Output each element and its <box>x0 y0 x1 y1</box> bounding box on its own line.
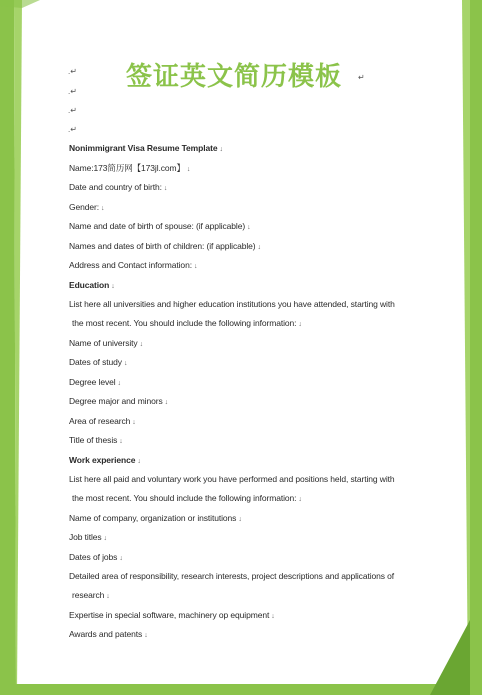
line-text: Date and country of birth: <box>69 182 162 192</box>
field-line <box>69 374 429 394</box>
blank-line-1: .↵ <box>68 67 77 76</box>
line-text: Expertise in special software, machinery op equipment <box>69 609 270 620</box>
paragraph-mark: ↓ <box>119 438 123 445</box>
blank-line-2: .↵ <box>68 87 77 96</box>
field-line <box>69 160 429 180</box>
field-line <box>69 529 429 549</box>
line-text: Gender: <box>69 201 100 212</box>
line-text: Title of thesis <box>69 435 118 445</box>
line-text: Detailed area of responsibility, research interests, project descriptions and applications of <box>69 571 395 581</box>
paragraph-mark: ↓ <box>186 165 191 173</box>
field-line <box>69 510 429 530</box>
paragraph-line <box>69 490 429 510</box>
field-line <box>69 199 429 219</box>
line-text: Dates of jobs <box>69 551 118 562</box>
paragraph-mark: ↓ <box>257 243 261 251</box>
paragraph-mark: ↓ <box>144 632 148 639</box>
document-title: 签证英文简历模板 <box>126 62 343 92</box>
paragraph-mark: ↓ <box>298 321 302 328</box>
field-line <box>69 549 429 569</box>
field-line <box>69 607 429 627</box>
line-text: Name and date of birth of spouse: (if applicable) <box>69 221 246 231</box>
paragraph-mark: ↓ <box>219 146 223 153</box>
paragraph-mark: ↓ <box>298 496 302 503</box>
field-line <box>69 257 429 277</box>
line-text: Address and Contact information: <box>69 260 192 270</box>
paragraph-mark: ↓ <box>139 340 143 348</box>
line-text: Degree major and minors <box>69 396 163 406</box>
line-text: Name of university <box>69 337 138 348</box>
line-text: Job titles <box>69 532 102 542</box>
section-heading <box>69 140 429 160</box>
paragraph-mark: ↓ <box>137 457 141 465</box>
field-line <box>69 238 429 258</box>
line-text: Dates of study <box>69 357 122 367</box>
paragraph-mark: ↓ <box>119 554 123 562</box>
line-text: Education <box>69 279 110 290</box>
field-line <box>69 218 429 238</box>
field-line <box>69 354 429 374</box>
line-text: the most recent. You should include the following information: <box>72 493 297 503</box>
paragraph-line <box>69 296 429 315</box>
paragraph-mark: ↓ <box>164 399 169 406</box>
paragraph-line <box>69 568 429 587</box>
paragraph-mark: ↓ <box>111 282 115 290</box>
paragraph-mark: ↓ <box>247 224 251 231</box>
field-line <box>69 335 429 355</box>
paragraph-line <box>69 315 429 335</box>
line-text: Name:173简历网【173jl.com】 <box>69 162 185 173</box>
line-text: the most recent. You should include the following information: <box>72 318 297 328</box>
line-text: Degree level <box>69 376 116 387</box>
paragraph-line <box>69 471 429 490</box>
line-text: List here all paid and voluntary work you have performed and positions held, starting with <box>69 474 395 484</box>
section-heading <box>69 452 429 472</box>
line-text: Nonimmigrant Visa Resume Template <box>69 143 218 153</box>
paragraph-mark: ↓ <box>163 185 168 192</box>
paragraph-mark: ↓ <box>117 379 121 387</box>
paragraph-mark: ↓ <box>132 418 136 426</box>
blank-line-4: .↵ <box>68 125 77 134</box>
field-line <box>69 413 429 433</box>
line-text: Work experience <box>69 454 136 465</box>
line-text: Area of research <box>69 415 131 426</box>
field-line <box>69 626 429 646</box>
paragraph-mark: ↓ <box>123 360 128 367</box>
paragraph-line <box>69 587 429 607</box>
line-text: Name of company, organization or institutions <box>69 512 237 523</box>
document-body <box>69 140 429 646</box>
line-text: Names and dates of birth of children: (if applicable) <box>69 240 256 251</box>
paragraph-mark: ↓ <box>106 593 110 600</box>
field-line <box>69 179 429 199</box>
paragraph-mark: ↓ <box>101 204 105 212</box>
paragraph-mark: ↓ <box>271 612 275 620</box>
field-line <box>69 393 429 413</box>
line-text: research <box>72 590 105 600</box>
line-text: Awards and patents <box>69 629 143 639</box>
blank-line-3: .↵ <box>68 106 77 115</box>
line-text: List here all universities and higher education institutions you have attended, starting with <box>69 299 395 309</box>
field-line <box>69 432 429 452</box>
paragraph-mark: ↓ <box>238 515 242 523</box>
paragraph-mark: ↓ <box>193 263 198 270</box>
paragraph-mark: ↓ <box>103 535 107 542</box>
title-return-mark: ↵ <box>358 73 365 82</box>
section-heading <box>69 277 429 297</box>
